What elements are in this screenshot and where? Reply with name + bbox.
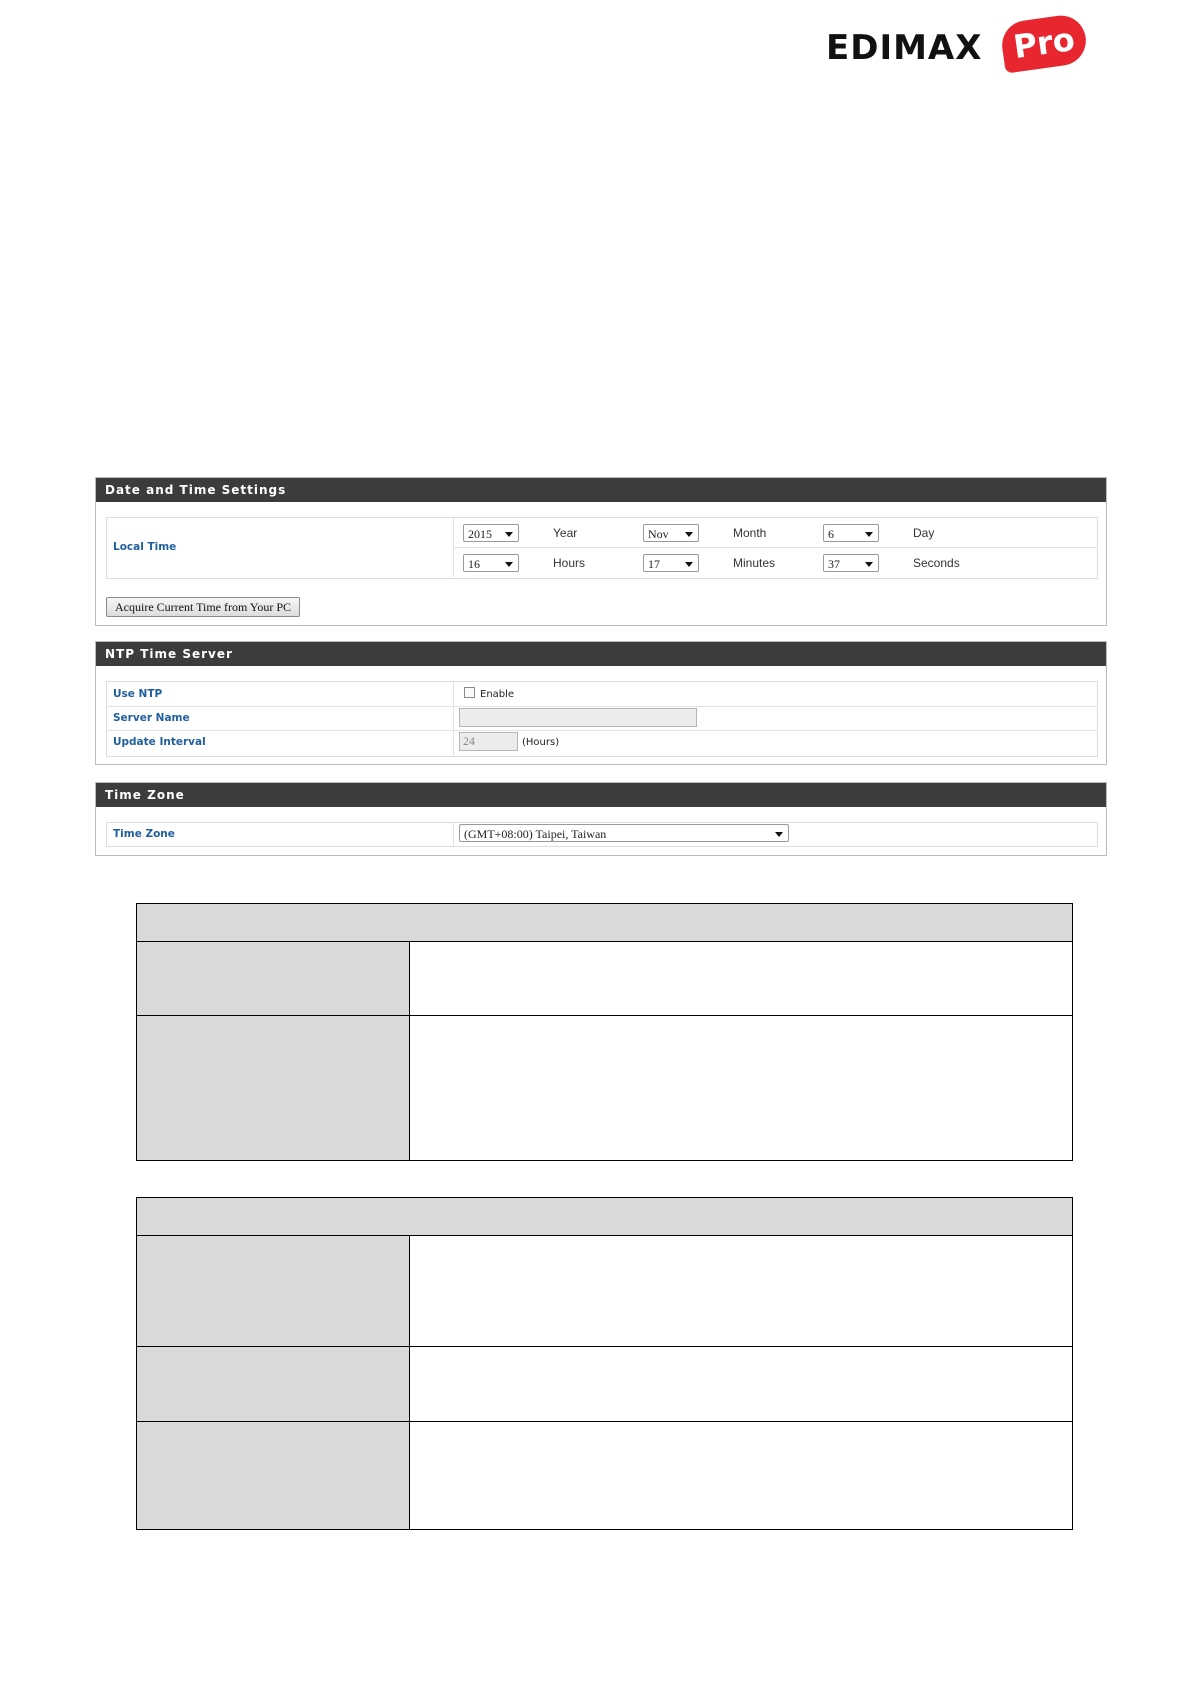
table-row [137, 1016, 1072, 1160]
table-row [137, 1236, 1072, 1347]
divider-line [453, 547, 1097, 548]
hours-select-value: 16 [468, 557, 480, 571]
update-interval-row [107, 730, 1097, 755]
month-select[interactable] [643, 524, 699, 542]
row-label-cell [137, 1347, 410, 1421]
logo-pro-badge: Pro [999, 12, 1089, 73]
time-zone-table [106, 822, 1098, 847]
chevron-down-icon [775, 832, 783, 837]
server-name-row [107, 706, 1097, 731]
use-ntp-label: Use NTP [113, 688, 163, 700]
chevron-down-icon [505, 562, 513, 567]
logo-wordmark: EDIMAX [826, 28, 983, 68]
server-name-label: Server Name [113, 712, 190, 724]
chevron-down-icon [865, 562, 873, 567]
table-row [137, 1422, 1072, 1529]
time-zone-select-value: (GMT+08:00) Taipei, Taiwan [464, 827, 607, 841]
chevron-down-icon [685, 562, 693, 567]
hours-select[interactable] [463, 554, 519, 572]
month-select-value: Nov [648, 527, 669, 541]
panel-title: NTP Time Server [96, 642, 1106, 666]
year-select[interactable] [463, 524, 519, 542]
update-interval-input[interactable]: 24 [459, 732, 518, 751]
row-label-cell [137, 942, 410, 1015]
edimax-pro-logo [826, 18, 1086, 74]
hours-label: Hours [553, 556, 586, 570]
table-header [137, 1198, 1072, 1236]
update-interval-unit: (Hours) [522, 737, 560, 748]
description-table-1 [136, 903, 1073, 1161]
chevron-down-icon [865, 532, 873, 537]
acquire-current-time-button[interactable]: Acquire Current Time from Your PC [106, 597, 300, 617]
ntp-enable-checkbox[interactable] [464, 687, 475, 698]
panel-title: Date and Time Settings [96, 478, 1106, 502]
year-label: Year [553, 526, 578, 540]
local-time-label: Local Time [113, 541, 177, 553]
column-divider [453, 823, 454, 846]
ntp-enable-label: Enable [480, 689, 515, 700]
server-name-input[interactable] [459, 708, 697, 727]
ntp-table [106, 681, 1098, 757]
table-header [137, 904, 1072, 942]
day-label: Day [913, 526, 935, 540]
month-label: Month [733, 526, 767, 540]
seconds-select-value: 37 [828, 557, 840, 571]
use-ntp-row [107, 682, 1097, 707]
local-time-row [107, 518, 1097, 577]
row-label-cell [137, 1016, 410, 1160]
minutes-select-value: 17 [648, 557, 660, 571]
row-label-cell [137, 1236, 410, 1346]
local-time-table [106, 517, 1098, 579]
date-time-panel [95, 477, 1107, 626]
table-row [137, 1347, 1072, 1422]
update-interval-label: Update Interval [113, 736, 206, 748]
time-zone-select[interactable] [459, 824, 789, 842]
table-row [137, 942, 1072, 1016]
day-select-value: 6 [828, 527, 834, 541]
ntp-panel [95, 641, 1107, 765]
description-table-2 [136, 1197, 1073, 1530]
seconds-select[interactable] [823, 554, 879, 572]
day-select[interactable] [823, 524, 879, 542]
row-label-cell [137, 1422, 410, 1529]
time-zone-panel [95, 782, 1107, 856]
panel-title: Time Zone [96, 783, 1106, 807]
seconds-label: Seconds [913, 556, 960, 570]
chevron-down-icon [685, 532, 693, 537]
chevron-down-icon [505, 532, 513, 537]
minutes-select[interactable] [643, 554, 699, 572]
time-zone-label: Time Zone [113, 828, 175, 840]
year-select-value: 2015 [468, 527, 492, 541]
minutes-label: Minutes [733, 556, 776, 570]
